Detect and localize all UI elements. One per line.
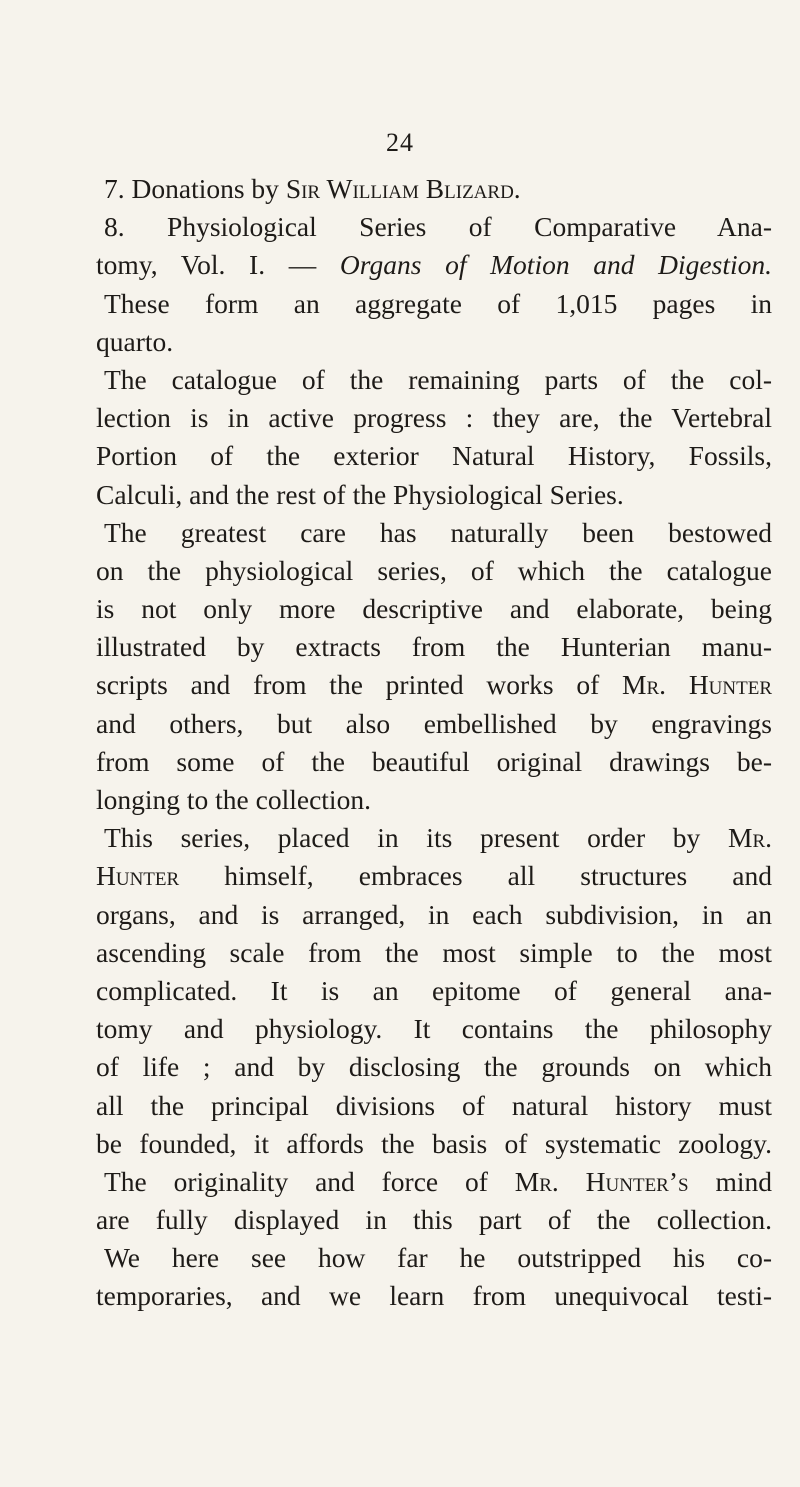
small-caps-run: Hunter	[96, 860, 180, 892]
text-line	[96, 705, 772, 743]
text-run: We here see how far he outstripped his co-	[104, 1242, 772, 1274]
text-line	[96, 361, 772, 399]
text-run: lection is in active progress : they are, the Vertebral	[96, 402, 772, 434]
text-run: illustrated by extracts from the Hunterian manu-	[96, 631, 772, 663]
text-run: himself, embraces all structures and	[179, 860, 772, 892]
text-line	[96, 437, 772, 475]
text-run: quarto.	[96, 325, 174, 357]
text-run: of life ; and by disclosing the grounds on which	[96, 1051, 772, 1083]
text-run: The originality and force of	[104, 1165, 515, 1197]
text-run: .	[513, 173, 521, 204]
text-line	[96, 285, 772, 323]
text-run: and others, but also embellished by engravings	[96, 707, 772, 739]
text-line	[96, 972, 772, 1010]
text-run: complicated. It is an epitome of general ana-	[96, 974, 772, 1006]
text-line	[96, 1010, 772, 1048]
text-run: are fully displayed in this part of the collection.	[96, 1204, 772, 1236]
small-caps-run: Sir William Blizard	[285, 173, 514, 204]
text-line	[96, 552, 772, 590]
text-line	[96, 1163, 772, 1201]
text-line	[96, 476, 772, 514]
text-line	[96, 781, 772, 819]
text-run: is not only more descriptive and elaborate, being	[96, 593, 772, 625]
text-line	[96, 1201, 772, 1239]
text-run: 7. Donations by	[104, 173, 286, 204]
text-line	[96, 857, 772, 895]
text-line	[96, 323, 772, 361]
text-run: Portion of the exterior Natural History, Fossils,	[96, 440, 772, 472]
text-run: This series, placed in its present order by	[104, 822, 728, 854]
text-run: all the principal divisions of natural history must	[96, 1089, 772, 1121]
italic-run: Organs of Motion and Digestion.	[339, 249, 772, 281]
text-line	[96, 1239, 772, 1277]
text-run: tomy and physiology. It contains the philosophy	[96, 1013, 772, 1045]
text-line	[96, 590, 772, 628]
text-run: The greatest care has naturally been bestowed	[104, 516, 772, 548]
text-run: be founded, it affords the basis of systematic zoology.	[96, 1127, 772, 1159]
text-line	[96, 1048, 772, 1086]
text-line	[96, 819, 772, 857]
text-run: longing to the collection.	[96, 784, 371, 815]
text-line	[96, 514, 772, 552]
text-line	[96, 1277, 772, 1315]
text-line	[96, 170, 772, 208]
small-caps-run: Mr. Hunter’s	[514, 1165, 689, 1197]
text-line	[96, 743, 772, 781]
text-run: Calculi, and the rest of the Physiological Series.	[96, 478, 624, 510]
text-line	[96, 399, 772, 437]
text-line	[96, 628, 772, 666]
text-line	[96, 246, 772, 284]
text-line	[96, 1125, 772, 1163]
text-line	[96, 208, 772, 246]
page-number: 24	[386, 128, 414, 157]
text-run: organs, and is arranged, in each subdivision, in an	[96, 898, 772, 930]
text-run: on the physiological series, of which the catalogue	[96, 554, 772, 586]
text-run: from some of the beautiful original drawings be-	[96, 745, 772, 777]
text-line	[96, 1087, 772, 1125]
text-run: ascending scale from the most simple to the most	[96, 936, 772, 968]
body-text	[96, 170, 772, 1316]
text-run: scripts and from the printed works of	[96, 669, 623, 701]
text-line	[96, 666, 772, 704]
text-run: temporaries, and we learn from unequivocal testi-	[96, 1280, 772, 1312]
text-run: 8. Physiological Series of Comparative Ana-	[104, 211, 772, 243]
text-run: The catalogue of the remaining parts of the col-	[104, 363, 772, 395]
text-line	[96, 896, 772, 934]
text-run: tomy, Vol. I. —	[96, 249, 340, 281]
small-caps-run: Mr.	[728, 822, 772, 854]
text-line	[96, 934, 772, 972]
small-caps-run: Mr. Hunter	[622, 669, 773, 701]
text-run: These form an aggregate of 1,015 pages in	[104, 287, 772, 319]
text-run: mind	[688, 1165, 772, 1197]
